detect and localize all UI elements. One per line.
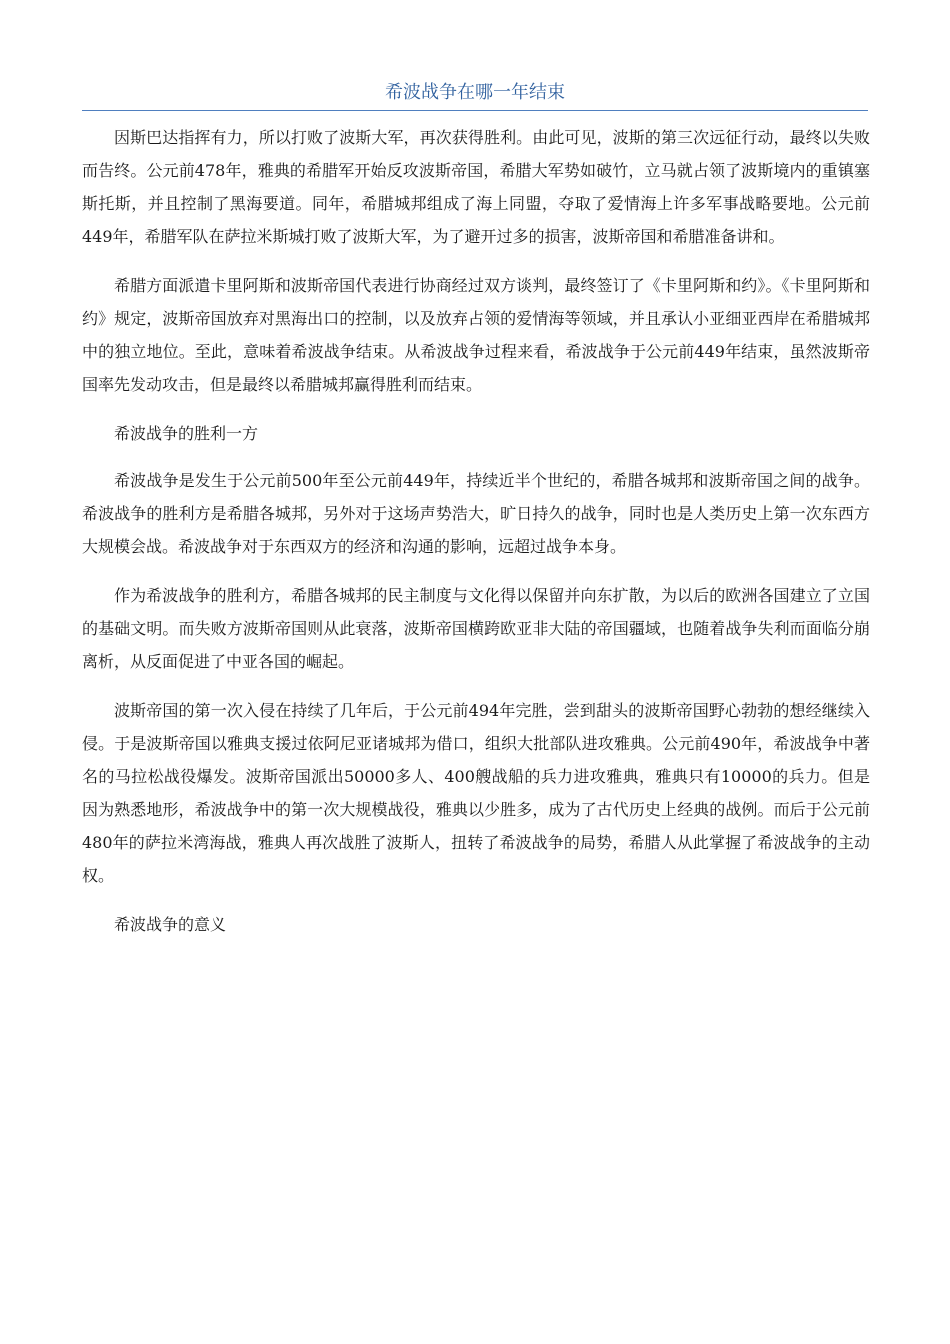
page-header	[82, 80, 868, 111]
page-title: 希波战争在哪一年结束	[385, 82, 565, 103]
paragraph: 因斯巴达指挥有力，所以打败了波斯大军，再次获得胜利。由此可见，波斯的第三次远征行动，最终以失败而告终。公元前478年，雅典的希腊军开始反攻波斯帝国，希腊大军势如破竹，立马就占领了波斯境内的重镇塞斯托斯，并且控制了黑海要道。同年，希腊城邦组成了海上同盟，夺取了爱情海上许多军事战略要地。公元前449年，希腊军队在萨拉米斯城打败了波斯大军，为了避开过多的损害，波斯帝国和希腊准备讲和。	[82, 128, 870, 246]
paragraph: 希腊方面派遣卡里阿斯和波斯帝国代表进行协商经过双方谈判，最终签订了《卡里阿斯和约》。《卡里阿斯和约》规定，波斯帝国放弃对黑海出口的控制，以及放弃占领的爱情海等领域，并且承认小亚细亚西岸在希腊城邦中的独立地位。至此，意味着希波战争结束。从希波战争过程来看，希波战争于公元前449年结束，虽然波斯帝国率先发动攻击，但是最终以希腊城邦赢得胜利而结束。	[82, 276, 870, 394]
section-heading: 希波战争的胜利一方	[114, 424, 259, 443]
paragraph: 波斯帝国的第一次入侵在持续了几年后，于公元前494年完胜，尝到甜头的波斯帝国野心勃勃的想经继续入侵。于是波斯帝国以雅典支援过依阿尼亚诸城邦为借口，组织大批部队进攻雅典。公元前490年，希波战争中著名的马拉松战役爆发。波斯帝国派出50000多人、400艘战船的兵力进攻雅典，雅典只有10000的兵力。但是因为熟悉地形，希波战争中的第一次大规模战役，雅典以少胜多，成为了古代历史上经典的战例。而后于公元前480年的萨拉米湾海战，雅典人再次战胜了波斯人，扭转了希波战争的局势，希腊人从此掌握了希波战争的主动权。	[82, 701, 870, 885]
paragraph: 希波战争是发生于公元前500年至公元前449年，持续近半个世纪的，希腊各城邦和波斯帝国之间的战争。希波战争的胜利方是希腊各城邦，另外对于这场声势浩大，旷日持久的战争，同时也是人类历史上第一次东西方大规模会战。希波战争对于东西双方的经济和沟通的影响，远超过战争本身。	[82, 471, 870, 556]
document-body	[82, 121, 870, 955]
paragraph: 作为希波战争的胜利方，希腊各城邦的民主制度与文化得以保留并向东扩散，为以后的欧洲各国建立了立国的基础文明。而失败方波斯帝国则从此衰落，波斯帝国横跨欧亚非大陆的帝国疆域，也随着战争失利而面临分崩离析，从反面促进了中亚各国的崛起。	[82, 586, 870, 671]
section-heading: 希波战争的意义	[114, 915, 227, 934]
